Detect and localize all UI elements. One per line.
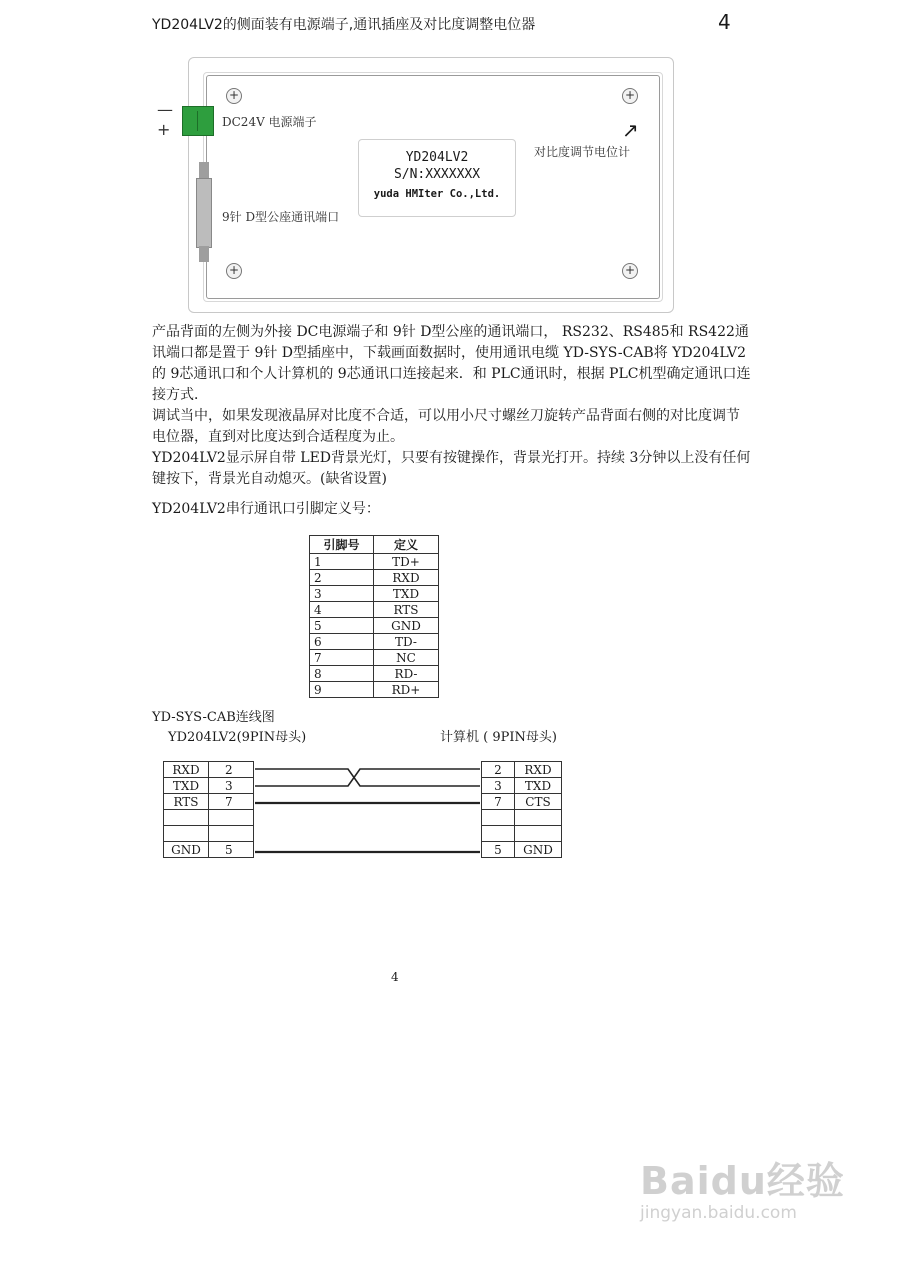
pin-number: 5 — [209, 842, 254, 858]
pin-number: 2 — [482, 762, 515, 778]
screw-icon: + — [226, 88, 242, 104]
left-connector-title: YD204LV2(9PIN母头) — [168, 730, 307, 745]
pin-definition: TD+ — [374, 554, 439, 570]
pin-number: 5 — [310, 618, 374, 634]
page-header-title: YD204LV2的侧面装有电源端子,通讯插座及对比度调整电位器 — [152, 17, 536, 33]
watermark-brand: Baidu经验 — [640, 1159, 845, 1203]
pin-number: 3 — [482, 778, 515, 794]
paragraph: 调试当中，如果发现液晶屏对比度不合适，可以用小尺寸螺丝刀旋转产品背面右侧的对比度调节电位器，直到对比度达到合适程度为止。 — [152, 408, 740, 445]
signal-name: GND — [515, 842, 562, 858]
nameplate-model: YD204LV2 — [405, 150, 469, 165]
pin-number: 7 — [310, 650, 374, 666]
pin-definition: RD+ — [374, 682, 439, 698]
column-header: 定义 — [374, 536, 439, 554]
signal-name: TXD — [515, 778, 562, 794]
contrast-pot-label: 对比度调节电位计 — [534, 145, 631, 159]
pin-definition: TD- — [374, 634, 439, 650]
minus-terminal-mark: — — [157, 100, 173, 119]
pin-number: 7 — [482, 794, 515, 810]
pin-number: 2 — [310, 570, 374, 586]
cable-diagram-title: YD-SYS-CAB连线图 — [152, 710, 275, 725]
right-connector-title: 计算机 ( 9PIN母头) — [440, 730, 557, 745]
pin-number: 3 — [209, 778, 254, 794]
signal-name: CTS — [515, 794, 562, 810]
pin-number: 8 — [310, 666, 374, 682]
baidu-watermark — [640, 1150, 845, 1223]
pin-definition: TXD — [374, 586, 439, 602]
nameplate-serial: S/N:XXXXXXX — [393, 167, 481, 182]
arrow-icon: ↗ — [622, 118, 639, 142]
pin-number: 2 — [209, 762, 254, 778]
nameplate-company: yuda HMIter Co.,Ltd. — [373, 188, 501, 200]
watermark-url: jingyan.baidu.com — [640, 1203, 797, 1223]
page-number: 4 — [718, 10, 731, 34]
pin-definition: RD- — [374, 666, 439, 682]
comm-port-label: 9针 D型公座通讯端口 — [222, 210, 340, 224]
pin-number: 3 — [310, 586, 374, 602]
paragraph: 产品背面的左侧为外接 DC电源端子和 9针 D型公座的通讯端口， RS232、RS485和 RS422通讯端口都是置于 9针 D型插座中，下载画面数据时，使用通讯电缆 YD-SYS-CAB将 YD204LV2的 9芯通讯口和个人计算机的 9芯通讯口连接起来．和 PLC通讯时，根据 PLC机型确定通讯口连接方式． — [152, 324, 751, 403]
signal-name: RXD — [164, 762, 209, 778]
plus-terminal-mark: + — [157, 120, 171, 139]
wire-txd-rxd — [255, 769, 480, 786]
pin-section-title: YD204LV2串行通讯口引脚定义号： — [152, 501, 380, 517]
signal-name: TXD — [164, 778, 209, 794]
pin-definition: RTS — [374, 602, 439, 618]
pin-number: 4 — [310, 602, 374, 618]
pin-definition: NC — [374, 650, 439, 666]
column-header: 引脚号 — [310, 536, 374, 554]
power-terminal-label: DC24V 电源端子 — [222, 115, 317, 129]
paragraph: YD204LV2显示屏自带 LED背景光灯，只要有按键操作，背景光打开。持续 3分钟以上没有任何键按下，背景光自动熄灭。(缺省设置) — [152, 450, 751, 487]
pin-number: 1 — [310, 554, 374, 570]
pin-definition: RXD — [374, 570, 439, 586]
pin-number: 9 — [310, 682, 374, 698]
pin-number: 6 — [310, 634, 374, 650]
signal-name: RTS — [164, 794, 209, 810]
pin-number: 7 — [209, 794, 254, 810]
wire-rxd-txd — [255, 769, 480, 786]
signal-name: RXD — [515, 762, 562, 778]
signal-name: GND — [164, 842, 209, 858]
pin-definition: GND — [374, 618, 439, 634]
screw-icon: + — [622, 88, 638, 104]
footer-page-number: 4 — [391, 970, 399, 984]
screw-icon: + — [622, 263, 638, 279]
pin-number: 5 — [482, 842, 515, 858]
screw-icon: + — [226, 263, 242, 279]
